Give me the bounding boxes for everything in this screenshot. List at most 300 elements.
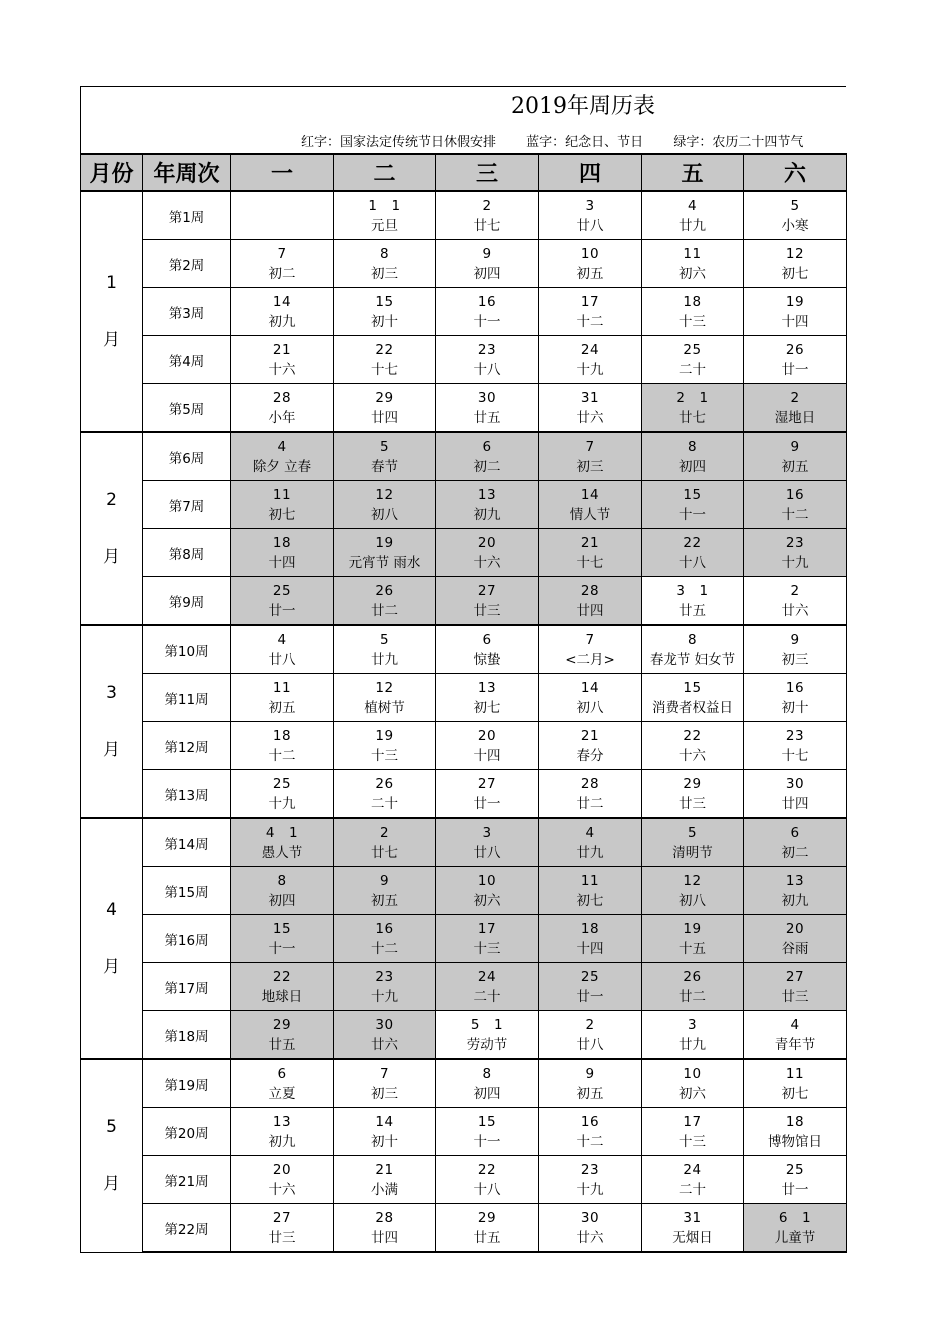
lunar-or-holiday: 十九 — [781, 554, 809, 571]
day-number: 22 — [375, 341, 394, 358]
calendar-table — [80, 153, 847, 1253]
day-cell — [642, 818, 744, 867]
day-cell — [744, 625, 847, 674]
day-number: 5 — [379, 438, 390, 455]
lunar-or-holiday: 十九 — [576, 361, 604, 378]
day-cell — [334, 674, 436, 722]
lunar-or-holiday: 初八 — [679, 892, 706, 909]
day-cell — [231, 240, 334, 288]
week-row — [81, 722, 847, 770]
day-cell — [642, 481, 744, 529]
lunar-or-holiday: <二月> — [565, 651, 615, 668]
day-cell — [539, 818, 642, 867]
day-cell — [744, 1108, 847, 1156]
lunar-or-holiday: 春龙节 妇女节 — [649, 651, 736, 668]
lunar-or-holiday: 青年节 — [774, 1036, 816, 1053]
day-cell — [231, 481, 334, 529]
day-cell — [231, 915, 334, 963]
day-number: 6 — [482, 631, 492, 648]
day-cell — [436, 577, 539, 626]
day-number: 22 — [683, 727, 702, 744]
lunar-or-holiday: 十六 — [268, 361, 296, 378]
lunar-or-holiday: 初十 — [371, 313, 398, 330]
day-cell — [744, 529, 847, 577]
week-label: 第20周 — [143, 1108, 231, 1156]
day-cell — [744, 818, 847, 867]
week-label: 第10周 — [143, 625, 231, 674]
lunar-or-holiday: 廿八 — [576, 217, 604, 234]
lunar-or-holiday: 十六 — [268, 1181, 296, 1198]
day-cell — [334, 1059, 436, 1108]
day-number: 27 — [785, 968, 805, 985]
day-number: 17 — [477, 920, 497, 937]
day-number: 3 1 — [676, 582, 709, 599]
day-number: 6 — [277, 1065, 287, 1082]
day-cell — [231, 1204, 334, 1253]
day-cell — [436, 529, 539, 577]
day-number: 16 — [477, 293, 497, 310]
lunar-or-holiday: 小满 — [371, 1181, 398, 1198]
day-cell — [539, 577, 642, 626]
month-number: 5 — [106, 1117, 117, 1138]
lunar-or-holiday: 廿九 — [576, 844, 604, 861]
lunar-or-holiday: 初九 — [473, 506, 501, 523]
day-cell — [334, 1156, 436, 1204]
day-number: 30 — [375, 1016, 394, 1033]
day-cell — [642, 191, 744, 240]
day-cell — [539, 191, 642, 240]
day-number: 4 — [790, 1016, 800, 1033]
day-number: 8 — [687, 438, 698, 455]
day-cell — [642, 529, 744, 577]
lunar-or-holiday: 愚人节 — [261, 844, 303, 861]
day-number: 2 — [379, 824, 390, 841]
day-cell — [231, 432, 334, 481]
day-cell — [334, 240, 436, 288]
day-cell — [436, 432, 539, 481]
day-cell — [539, 1059, 642, 1108]
day-number: 11 — [683, 245, 702, 262]
lunar-or-holiday: 廿九 — [679, 217, 706, 234]
day-cell — [539, 1011, 642, 1060]
day-cell — [334, 481, 436, 529]
day-number: 8 — [277, 872, 287, 889]
lunar-or-holiday: 初五 — [781, 458, 809, 475]
day-cell — [436, 1156, 539, 1204]
lunar-or-holiday: 初三 — [371, 265, 398, 282]
day-number: 3 — [585, 197, 595, 214]
day-cell — [539, 1204, 642, 1253]
week-row — [81, 240, 847, 288]
day-number: 8 — [482, 1065, 492, 1082]
day-cell — [436, 818, 539, 867]
week-label: 第1周 — [143, 191, 231, 240]
week-label: 第7周 — [143, 481, 231, 529]
lunar-or-holiday: 清明节 — [672, 844, 713, 861]
lunar-or-holiday: 初七 — [781, 265, 809, 282]
day-number: 26 — [785, 341, 805, 358]
day-cell — [334, 722, 436, 770]
day-number: 27 — [477, 775, 497, 792]
lunar-or-holiday: 初五 — [371, 892, 398, 909]
day-cell — [231, 1011, 334, 1060]
day-cell — [436, 288, 539, 336]
day-cell — [539, 432, 642, 481]
lunar-or-holiday: 廿八 — [473, 844, 501, 861]
day-number: 22 — [683, 534, 702, 551]
lunar-or-holiday: 初二 — [473, 458, 501, 475]
day-cell — [231, 1059, 334, 1108]
day-cell — [231, 674, 334, 722]
day-number: 8 — [687, 631, 698, 648]
day-cell — [436, 481, 539, 529]
header-sat: 六 — [744, 154, 847, 191]
day-number: 13 — [785, 872, 805, 889]
day-cell — [334, 288, 436, 336]
day-cell — [231, 384, 334, 433]
day-cell — [744, 432, 847, 481]
lunar-or-holiday: 廿三 — [268, 1229, 296, 1246]
day-number: 23 — [580, 1161, 600, 1178]
day-number: 28 — [272, 389, 292, 406]
lunar-or-holiday: 元宵节 雨水 — [348, 554, 421, 571]
day-number: 22 — [477, 1161, 497, 1178]
week-row — [81, 1011, 847, 1060]
week-label: 第19周 — [143, 1059, 231, 1108]
day-cell — [334, 625, 436, 674]
day-number: 2 — [790, 582, 800, 599]
day-number: 23 — [785, 534, 805, 551]
lunar-or-holiday: 十二 — [781, 506, 809, 523]
week-row — [81, 288, 847, 336]
day-number: 9 — [482, 245, 492, 262]
month-number: 3 — [106, 683, 117, 703]
lunar-or-holiday: 初六 — [473, 892, 501, 909]
day-cell — [539, 288, 642, 336]
lunar-or-holiday: 初五 — [576, 265, 604, 282]
day-cell — [642, 432, 744, 481]
month-label: 月 — [103, 957, 120, 977]
day-number: 31 — [683, 1209, 702, 1226]
day-cell — [744, 1156, 847, 1204]
day-cell — [642, 1156, 744, 1204]
lunar-or-holiday: 劳动节 — [466, 1036, 508, 1053]
day-number: 11 — [272, 486, 292, 503]
lunar-or-holiday: 初五 — [268, 699, 296, 716]
month-cell — [81, 625, 143, 818]
day-cell — [642, 674, 744, 722]
lunar-or-holiday: 初十 — [781, 699, 809, 716]
day-number: 14 — [580, 486, 600, 503]
page-title: 2019年周历表 — [511, 94, 655, 119]
day-number: 4 — [277, 438, 287, 455]
day-cell — [539, 529, 642, 577]
lunar-or-holiday: 廿六 — [576, 409, 604, 426]
month-number: 1 — [106, 273, 117, 293]
lunar-or-holiday: 儿童节 — [774, 1229, 816, 1246]
day-cell — [642, 770, 744, 819]
day-number: 28 — [580, 582, 600, 599]
day-number: 25 — [580, 968, 600, 985]
week-label: 第21周 — [143, 1156, 231, 1204]
day-cell — [539, 240, 642, 288]
day-number: 10 — [477, 872, 497, 889]
lunar-or-holiday: 廿六 — [576, 1229, 604, 1246]
lunar-or-holiday: 廿一 — [268, 602, 296, 619]
day-cell — [334, 963, 436, 1011]
day-cell — [231, 1108, 334, 1156]
day-number: 24 — [683, 1161, 702, 1178]
month-number: 4 — [106, 900, 117, 920]
day-cell — [231, 1156, 334, 1204]
day-cell — [231, 529, 334, 577]
week-row — [81, 963, 847, 1011]
week-label: 第13周 — [143, 770, 231, 819]
lunar-or-holiday: 惊蛰 — [473, 651, 501, 668]
day-cell — [642, 1011, 744, 1060]
day-cell — [436, 867, 539, 915]
day-number: 7 — [277, 245, 287, 262]
week-label: 第16周 — [143, 915, 231, 963]
day-number: 18 — [785, 1113, 805, 1130]
lunar-or-holiday: 廿七 — [473, 217, 501, 234]
lunar-or-holiday: 无烟日 — [672, 1229, 713, 1246]
month-label: 月 — [103, 1174, 120, 1195]
lunar-or-holiday: 初四 — [473, 265, 501, 282]
lunar-or-holiday: 初四 — [268, 892, 296, 909]
day-number: 2 1 — [676, 389, 709, 406]
day-number: 25 — [272, 582, 292, 599]
day-cell — [334, 191, 436, 240]
day-cell — [539, 674, 642, 722]
lunar-or-holiday: 初二 — [781, 844, 809, 861]
week-label: 第8周 — [143, 529, 231, 577]
day-number: 19 — [375, 727, 394, 744]
lunar-or-holiday: 十一 — [473, 1133, 501, 1150]
day-cell — [231, 818, 334, 867]
day-number: 9 — [379, 872, 390, 889]
lunar-or-holiday: 消费者权益日 — [652, 699, 733, 716]
lunar-or-holiday: 廿三 — [781, 988, 809, 1005]
day-cell — [642, 722, 744, 770]
day-cell — [642, 577, 744, 626]
day-cell — [744, 915, 847, 963]
day-cell — [539, 625, 642, 674]
day-cell — [642, 625, 744, 674]
lunar-or-holiday: 十二 — [576, 313, 604, 330]
lunar-or-holiday: 初四 — [473, 1085, 501, 1102]
lunar-or-holiday: 初九 — [781, 892, 809, 909]
month-cell — [81, 432, 143, 625]
day-number: 30 — [477, 389, 497, 406]
week-label: 第2周 — [143, 240, 231, 288]
week-row — [81, 1059, 847, 1108]
lunar-or-holiday: 廿五 — [473, 1229, 501, 1246]
lunar-or-holiday: 博物馆日 — [768, 1133, 822, 1150]
day-cell — [334, 336, 436, 384]
day-number: 21 — [272, 341, 292, 358]
day-cell — [642, 336, 744, 384]
week-row — [81, 336, 847, 384]
day-cell — [642, 1108, 744, 1156]
day-cell — [539, 384, 642, 433]
day-number: 20 — [477, 534, 497, 551]
day-number: 23 — [375, 968, 394, 985]
day-cell — [231, 722, 334, 770]
lunar-or-holiday: 廿五 — [473, 409, 501, 426]
day-number: 17 — [580, 293, 600, 310]
day-cell — [744, 191, 847, 240]
lunar-or-holiday: 谷雨 — [781, 940, 809, 957]
day-number: 19 — [683, 920, 702, 937]
day-cell — [436, 240, 539, 288]
day-number: 30 — [785, 775, 805, 792]
day-number: 2 — [585, 1016, 595, 1033]
lunar-or-holiday: 地球日 — [261, 988, 303, 1005]
lunar-or-holiday: 十六 — [473, 554, 501, 571]
day-number: 9 — [790, 438, 800, 455]
day-number: 16 — [785, 486, 805, 503]
lunar-or-holiday: 初七 — [473, 699, 501, 716]
lunar-or-holiday: 除夕 立春 — [252, 458, 312, 475]
day-number: 11 — [580, 872, 600, 889]
lunar-or-holiday: 十七 — [371, 361, 398, 378]
week-label: 第4周 — [143, 336, 231, 384]
day-number: 10 — [683, 1065, 702, 1082]
lunar-or-holiday: 廿四 — [576, 602, 604, 619]
lunar-or-holiday: 十九 — [268, 795, 296, 812]
lunar-or-holiday: 二十 — [679, 361, 706, 378]
lunar-or-holiday: 植树节 — [364, 699, 405, 716]
lunar-or-holiday: 初六 — [679, 265, 706, 282]
day-number: 29 — [375, 389, 394, 406]
header-week: 年周次 — [143, 154, 231, 191]
lunar-or-holiday: 廿五 — [679, 602, 706, 619]
day-cell — [334, 770, 436, 819]
lunar-or-holiday: 廿六 — [781, 602, 809, 619]
week-row — [81, 529, 847, 577]
lunar-or-holiday: 廿四 — [371, 1229, 398, 1246]
lunar-or-holiday: 十四 — [473, 747, 501, 764]
day-cell — [436, 963, 539, 1011]
month-cell — [81, 818, 143, 1059]
week-label: 第22周 — [143, 1204, 231, 1253]
day-number: 2 — [790, 389, 800, 406]
day-cell — [744, 963, 847, 1011]
day-cell — [539, 867, 642, 915]
lunar-or-holiday: 廿六 — [371, 1036, 398, 1053]
day-number: 19 — [785, 293, 805, 310]
lunar-or-holiday: 十四 — [781, 313, 809, 330]
week-label: 第12周 — [143, 722, 231, 770]
day-cell — [334, 915, 436, 963]
day-cell — [231, 191, 334, 240]
lunar-or-holiday: 初四 — [679, 458, 706, 475]
day-cell — [744, 674, 847, 722]
lunar-or-holiday: 十一 — [473, 313, 501, 330]
lunar-or-holiday: 廿一 — [576, 988, 604, 1005]
day-number: 14 — [375, 1113, 394, 1130]
day-cell — [744, 867, 847, 915]
day-number: 15 — [375, 293, 394, 310]
lunar-or-holiday: 廿九 — [371, 651, 398, 668]
lunar-or-holiday: 十九 — [371, 988, 398, 1005]
lunar-or-holiday — [231, 216, 333, 238]
calendar-sheet — [80, 86, 846, 1253]
header-wed: 三 — [436, 154, 539, 191]
day-cell — [539, 1108, 642, 1156]
day-number: 20 — [785, 920, 805, 937]
day-number: 30 — [580, 1209, 600, 1226]
lunar-or-holiday: 廿七 — [371, 844, 398, 861]
day-number: 22 — [272, 968, 292, 985]
day-cell — [744, 288, 847, 336]
lunar-or-holiday: 廿八 — [268, 651, 296, 668]
day-number: 23 — [477, 341, 497, 358]
day-number: 15 — [683, 486, 702, 503]
month-label: 月 — [103, 547, 120, 567]
week-row — [81, 867, 847, 915]
lunar-or-holiday: 廿二 — [679, 988, 706, 1005]
lunar-or-holiday: 初三 — [371, 1085, 398, 1102]
day-cell — [744, 1059, 847, 1108]
color-legend — [301, 131, 829, 150]
day-cell — [539, 915, 642, 963]
day-cell — [744, 384, 847, 433]
day-number: 12 — [785, 245, 805, 262]
lunar-or-holiday: 十一 — [268, 940, 296, 957]
day-number: 21 — [580, 727, 600, 744]
lunar-or-holiday: 初八 — [576, 699, 604, 716]
month-cell — [81, 1059, 143, 1252]
day-cell — [744, 770, 847, 819]
day-cell — [744, 577, 847, 626]
day-number: 18 — [272, 727, 292, 744]
lunar-or-holiday: 湿地日 — [774, 409, 816, 426]
day-cell — [642, 240, 744, 288]
lunar-or-holiday: 廿三 — [679, 795, 706, 812]
day-number: 25 — [683, 341, 702, 358]
lunar-or-holiday: 初九 — [268, 313, 296, 330]
header-month: 月份 — [81, 154, 143, 191]
lunar-or-holiday: 廿二 — [371, 602, 398, 619]
day-number: 28 — [375, 1209, 394, 1226]
day-number: 13 — [272, 1113, 292, 1130]
month-label: 月 — [103, 330, 120, 350]
day-number: 21 — [375, 1161, 394, 1178]
lunar-or-holiday: 初五 — [576, 1085, 604, 1102]
day-number: 11 — [272, 679, 292, 696]
day-number: 16 — [785, 679, 805, 696]
day-number: 19 — [375, 534, 394, 551]
day-number: 25 — [272, 775, 292, 792]
day-number: 6 1 — [778, 1209, 812, 1226]
day-number: 8 — [379, 245, 390, 262]
day-cell — [231, 963, 334, 1011]
day-cell — [231, 625, 334, 674]
day-cell — [436, 191, 539, 240]
day-number: 15 — [477, 1113, 497, 1130]
legend-red: 红字：国家法定传统节日休假安排 — [301, 135, 497, 150]
header-thu: 四 — [539, 154, 642, 191]
day-number: 21 — [580, 534, 600, 551]
day-number: 18 — [683, 293, 702, 310]
lunar-or-holiday: 十三 — [371, 747, 398, 764]
day-number: 3 — [687, 1016, 698, 1033]
day-cell — [744, 1011, 847, 1060]
week-row — [81, 818, 847, 867]
day-cell — [436, 674, 539, 722]
